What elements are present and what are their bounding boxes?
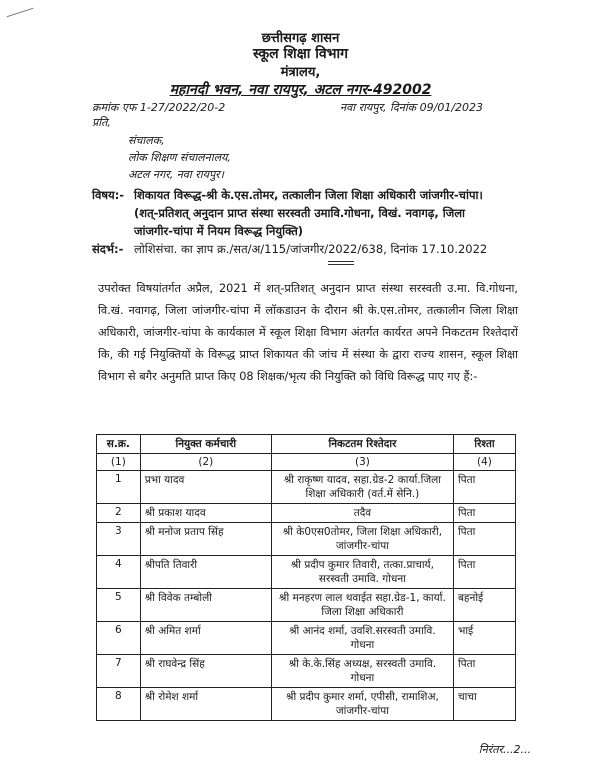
- subject-label: विषय:-: [92, 188, 125, 202]
- subject-line-3: जांजगीर-चांपा में नियम विरूद्ध नियुक्ति): [134, 224, 304, 238]
- row-employee: श्रीपति तिवारी: [140, 556, 271, 589]
- row-relation: पिता: [453, 523, 515, 556]
- table-row: [97, 655, 516, 688]
- subject-line-2: (शत्-प्रतिशत् अनुदान प्राप्त संस्था सरस्वती उमावि.गोधना, विखं. नवागढ़, जिला: [134, 206, 466, 220]
- col-num-2: (2): [140, 454, 271, 471]
- row-relative: श्री मनहरण लाल थवाईत सहा.ग्रेड-1, कार्या. जिला शिक्षा अधिकारी: [271, 589, 453, 622]
- row-relative: तदैव: [271, 504, 453, 523]
- table-number-row: [97, 454, 516, 471]
- row-sn: 6: [97, 622, 141, 655]
- prati-label: प्रति,: [92, 116, 111, 129]
- reference-label: संदर्भ:-: [92, 242, 124, 256]
- row-relation: चाचा: [453, 688, 515, 721]
- header-relative: निकटतम रिश्तेदार: [271, 435, 453, 454]
- row-employee: श्री राघवेन्द्र सिंह: [140, 655, 271, 688]
- row-employee: श्री विवेक तम्बोली: [140, 589, 271, 622]
- row-relative: श्री के0एस0तोमर, जिला शिक्षा अधिकारी, जांजगीर-चांपा: [271, 523, 453, 556]
- row-relation: पिता: [453, 471, 515, 504]
- col-num-4: (4): [453, 454, 515, 471]
- header-sn: स.क्र.: [97, 435, 141, 454]
- row-relative: श्री राकृष्ण यादव, सहा.ग्रेड-2 कार्या.जिला शिक्षा अधिकारी (वर्त.में सेनि.): [271, 471, 453, 504]
- row-sn: 7: [97, 655, 141, 688]
- header-employee: नियुक्त कर्मचारी: [140, 435, 271, 454]
- table-row: [97, 556, 516, 589]
- row-relation: पिता: [453, 556, 515, 589]
- recipient-line-1: संचालक,: [128, 134, 165, 147]
- header-relation: रिश्ता: [453, 435, 515, 454]
- row-relation: बहनोई: [453, 589, 515, 622]
- continued-note: निरंतर...2...: [478, 743, 531, 756]
- reference-text: लोशिसंचा. का ज्ञाप क्र./सत/अ/115/जांजगीर/2022/638, दिनांक 17.10.2022: [134, 242, 488, 256]
- row-relation: भाई: [453, 622, 515, 655]
- row-sn: 3: [97, 523, 141, 556]
- recipient-line-2: लोक शिक्षण संचालनालय,: [128, 151, 231, 164]
- table-header-row: [97, 435, 516, 454]
- table-row: [97, 504, 516, 523]
- ministry-label: मंत्रालय,: [280, 65, 321, 80]
- table-row: [97, 523, 516, 556]
- row-sn: 4: [97, 556, 141, 589]
- subject-line-1: शिकायत विरूद्ध-श्री के.एस.तोमर, तत्कालीन जिला शिक्षा अधिकारी जांजगीर-चांपा।: [134, 188, 483, 202]
- appointments-table: [96, 434, 516, 721]
- divider-rule: [328, 261, 354, 265]
- row-relation: पिता: [453, 504, 515, 523]
- row-employee: श्री अमित शर्मा: [140, 622, 271, 655]
- row-relative: श्री प्रदीप कुमार शर्मा, एपीसी, रामाशिअ, जांजगीर-चांपा: [271, 688, 453, 721]
- row-sn: 5: [97, 589, 141, 622]
- table-row: [97, 688, 516, 721]
- row-relative: श्री प्रदीप कुमार तिवारी, तत्का.प्राचार्य, सरस्वती उमावि. गोधना: [271, 556, 453, 589]
- table-row: [97, 622, 516, 655]
- row-employee: श्री प्रकाश यादव: [140, 504, 271, 523]
- address-line: महानदी भवन, नवा रायपुर, अटल नगर-492002: [169, 82, 432, 98]
- place-date: नवा रायपुर, दिनांक 09/01/2023: [340, 101, 484, 114]
- col-num-1: (1): [97, 454, 141, 471]
- row-relative: श्री के.के.सिंह अध्यक्ष, सरस्वती उमावि. गोधना: [271, 655, 453, 688]
- row-employee: श्री रोमेश शर्मा: [140, 688, 271, 721]
- body-paragraph: उपरोक्त विषयांतर्गत अप्रैल, 2021 में शत्-प्रतिशत् अनुदान प्राप्त संस्था सरस्वती उ.मा. वि.गोधना, वि.खं. नवागढ़, जिला जांजगीर-चांपा में लॉकडाउन के दौरान श्री के.एस.तोमर, तत्कालीन जिला शिक्षा अधिकारी, जांजगीर-चांपा के कार्यकाल में स्कूल शिक्षा विभाग अंतर्गत कार्यरत अपने निकटतम रिश्तेदारों कि, की गई नियुक्तियों के विरूद्ध प्राप्त शिकायत की जांच में संस्था के द्वारा राज्य शासन, स्कूल शिक्षा विभाग से बगैर अनुमति प्राप्त किए 08 शिक्षक/भृत्य की नियुक्ति को विधि विरूद्ध पाए गए हैं:-: [98, 282, 518, 383]
- recipient-line-3: अटल नगर, नवा रायपुर।: [128, 168, 224, 181]
- department-name: स्कूल शिक्षा विभाग: [252, 46, 348, 62]
- pen-mark: [7, 8, 34, 18]
- table-row: [97, 471, 516, 504]
- row-relative: श्री आनंद शर्मा, उवशि.सरस्वती उमावि. गोधना: [271, 622, 453, 655]
- row-employee: प्रभा यादव: [140, 471, 271, 504]
- row-employee: श्री मनोज प्रताप सिंह: [140, 523, 271, 556]
- row-relation: पिता: [453, 655, 515, 688]
- row-sn: 2: [97, 504, 141, 523]
- row-sn: 8: [97, 688, 141, 721]
- row-sn: 1: [97, 471, 141, 504]
- col-num-3: (3): [271, 454, 453, 471]
- letter-number: क्रमांक एफ 1-27/2022/20-2: [92, 101, 226, 114]
- table-row: [97, 589, 516, 622]
- govt-name: छत्तीसगढ़ शासन: [261, 31, 340, 46]
